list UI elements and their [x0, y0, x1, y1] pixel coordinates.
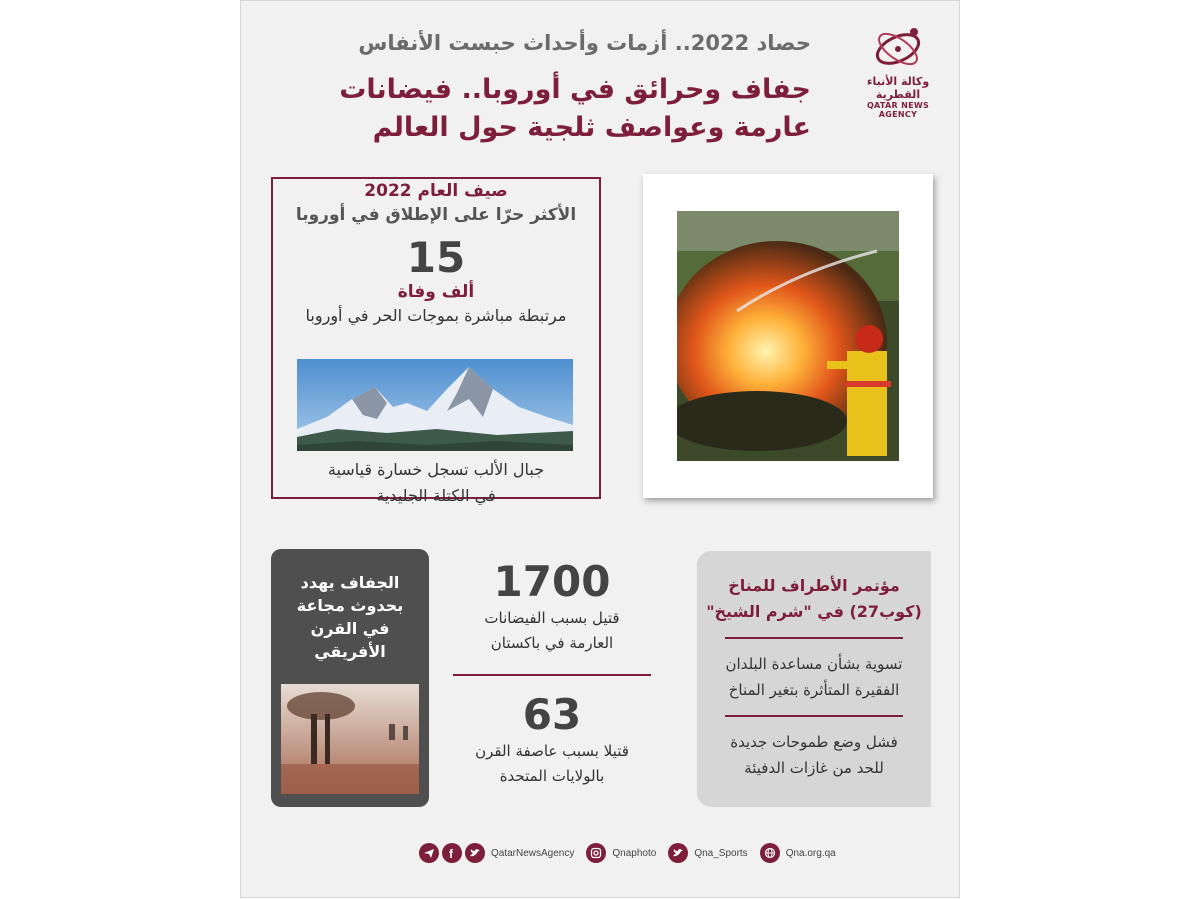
drought-photo-image — [281, 684, 419, 794]
alps-caption-line-1: جبال الألب تسجل خسارة قياسية — [327, 460, 545, 479]
us-deaths-label — [453, 739, 651, 789]
headline-line-1: جفاف وحرائق في أوروبا.. فيضانات — [339, 74, 811, 105]
cop27-title — [697, 573, 931, 625]
social-footer — [419, 841, 848, 865]
cop27-box — [697, 551, 931, 807]
deaths-unit: ألف وفاة — [397, 282, 475, 302]
casualty-stats — [453, 557, 651, 789]
instagram-icon[interactable] — [586, 843, 606, 863]
drought-line-3: في القرن — [310, 619, 390, 638]
qna-emblem-icon — [870, 23, 926, 73]
cop27-divider-top — [725, 637, 903, 639]
overline-title: حصاد 2022.. أزمات وأحداث حبست الأنفاس — [358, 31, 811, 55]
drought-line-4: الأفريقي — [314, 642, 386, 661]
cop27-title-line-2: (كوب27) في "شرم الشيخ" — [706, 602, 922, 621]
twitter-icon[interactable] — [668, 843, 688, 863]
cop27-item-1 — [697, 651, 931, 703]
summer-title: صيف العام 2022 — [364, 181, 508, 201]
wildfire-photo-frame — [643, 174, 933, 498]
logo-english-name: QATAR NEWS AGENCY — [866, 101, 930, 119]
logo-arabic-name: وكالة الأنباء القطرية — [866, 75, 930, 101]
us-label-line-2: بالولايات المتحدة — [499, 767, 605, 785]
telegram-icon[interactable] — [419, 843, 439, 863]
cop27-item-2-line-2: للحد من غازات الدفيئة — [744, 759, 884, 777]
twitter-icon[interactable] — [465, 843, 485, 863]
drought-text — [271, 571, 429, 663]
infographic-card — [240, 0, 960, 898]
deaths-description: مرتبطة مباشرة بموجات الحر في أوروبا — [305, 306, 567, 325]
pakistan-deaths-label — [453, 606, 651, 656]
cop27-item-1-line-2: الفقيرة المتأثرة بتغير المناخ — [728, 681, 900, 699]
summer-subtitle: الأكثر حرّا على الإطلاق في أوروبا — [295, 205, 577, 225]
qna-logo — [853, 23, 943, 119]
website-link[interactable]: Qna.org.qa — [785, 847, 836, 859]
alps-caption-line-2: في الكتلة الجليدية — [376, 486, 496, 505]
cop27-item-2-line-1: فشل وضع طموحات جديدة — [730, 733, 898, 751]
cop27-item-1-line-1: تسوية بشأن مساعدة البلدان — [725, 655, 903, 673]
alps-mountain-image — [297, 359, 573, 451]
us-label-line-1: قتيلا بسبب عاصفة القرن — [475, 742, 629, 760]
handle-main[interactable]: QatarNewsAgency — [491, 847, 575, 859]
alps-caption — [273, 457, 599, 509]
cop27-item-2 — [697, 729, 931, 781]
handle-photo[interactable]: Qnaphoto — [612, 847, 657, 859]
summer-heat-box — [271, 177, 601, 505]
cop27-divider-bottom — [725, 715, 903, 717]
wildfire-firefighter-image — [677, 211, 899, 461]
cop27-title-line-1: مؤتمر الأطراف للمناخ — [728, 576, 900, 595]
drought-line-1: الجفاف يهدد — [300, 573, 400, 592]
pakistan-deaths-number: 1700 — [493, 557, 611, 606]
stats-divider — [453, 674, 651, 676]
drought-line-2: بحدوث مجاعة — [296, 596, 404, 615]
pakistan-label-line-1: قتيل بسبب الفيضانات — [484, 609, 620, 627]
svg-text:f: f — [449, 847, 453, 859]
deaths-number: 15 — [406, 233, 466, 282]
facebook-icon[interactable] — [442, 843, 462, 863]
drought-box — [271, 549, 429, 807]
headline-line-2: عارمة وعواصف ثلجية حول العالم — [372, 112, 811, 143]
pakistan-label-line-2: العارمة في باكستان — [490, 634, 614, 652]
handle-sports[interactable]: Qna_Sports — [694, 847, 748, 859]
globe-icon[interactable] — [760, 843, 780, 863]
headline — [311, 71, 811, 147]
us-deaths-number: 63 — [522, 690, 582, 739]
